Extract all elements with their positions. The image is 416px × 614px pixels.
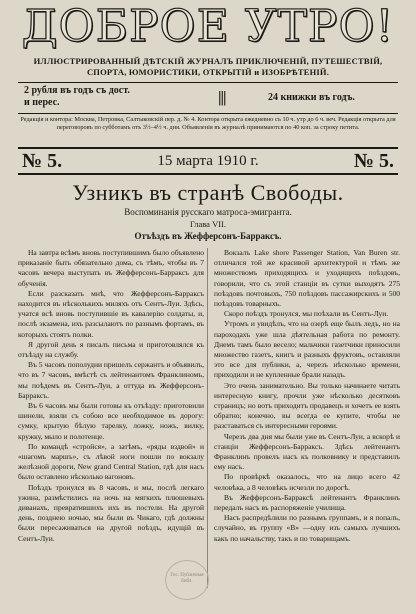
issue-number-right: № 5. xyxy=(353,150,394,172)
office-info: Редакція и контора: Москва, Петровка, Салтыковскій пер. д. № 4. Контора открыта ежедневно съ 10 ч. утр до 6 ч. веч. Редакція открыта для переговоровъ по субботамъ отъ 3½–4½ ч. дня. Объявленія въ журналѣ принимаются по 40 коп. за строку петита. xyxy=(20,116,396,131)
issue-date: 15 марта 1910 г. xyxy=(157,153,259,169)
price-line-1: 2 рубля въ годъ съ дост. xyxy=(24,85,130,96)
library-stamp: Гос. Публичная библ. xyxy=(165,560,209,600)
paragraph: Въ Жефферсонъ-Барраксѣ лейтенантъ Франклинъ передалъ насъ въ распоряженіе училища. xyxy=(214,492,400,513)
paragraph: По провѣркѣ оказалось, что на лицо всего 42 человѣка, а 8 человѣкъ исчезли по дорогѣ. xyxy=(214,472,400,492)
masthead-title: ДОБРОЕ УТРО! xyxy=(21,1,395,52)
masthead-subtitle: ИЛЛЮСТРИРОВАННЫЙ ДѢТСКІЙ ЖУРНАЛЪ ПРИКЛЮЧЕНІЙ, ПУТЕШЕСТВІЙ, СПОРТА, ЮМОРИСТИКИ, ОТКРЫТІЙ и ИЗОБРѢТЕНІЙ. xyxy=(33,56,383,77)
subscription-price xyxy=(24,85,204,109)
paragraph: Утромъ и увидѣлъ, что на озерѣ еще былъ ледъ, но на пароходахъ уже шла дѣятельная работа по ремонту. Днемъ тамъ было весело; мальчики газетчики приносили множество газетъ, книгъ и разныхъ фруктовъ, оставляли это все для публики, а, черезъ нѣсколько времени, приходили и не купленные брали назадъ. xyxy=(214,319,400,380)
price-separator: ||| xyxy=(218,89,226,106)
text-column-left xyxy=(18,248,204,544)
paragraph: По командѣ «стройся», а затѣмъ, «ряды вздвой» и «шагомъ маршъ», съ лѣвой ноги пошли по вокзалу желѣзной дороги, New grand Central Station, гдѣ для насъ было оставлено нѣсколько вагоновъ. xyxy=(18,441,204,482)
issue-number-left: № 5. xyxy=(22,150,63,172)
story-title: Узникъ въ странѣ Свободы. xyxy=(72,180,344,205)
section-heading: Отъѣздъ въ Жефферсонъ-Барраксъ. xyxy=(134,231,282,241)
paragraph: Это очень занимательно. Вы только начинаете читать интересную книгу, прочли уже нѣсколько десятковъ страницъ; но вотъ приходитъ продавецъ и хочетъ ее взять обратно; конечно, вы всегда ее купите, чтобы не разставаться съ интересными героями. xyxy=(214,380,400,431)
paragraph: Въ 5 часовъ пополудни пришелъ сержантъ и объявилъ, что въ 7 часовъ, вмѣстѣ съ лейтенантомъ Франклиномъ, мы поѣдемъ въ Сентъ-Луи, а оттуда въ Жефферсонъ-Барраксъ. xyxy=(18,360,204,400)
paragraph: Скоро поѣздъ тронулся, мы поѣхали въ Сентъ-Луи. xyxy=(224,309,389,319)
story-subtitle: Воспоминанія русскаго матроса-эмигранта. xyxy=(124,207,292,217)
price-line-2: и перес. xyxy=(24,97,60,108)
paragraph: Я другой день я писалъ письма и приготовлялся къ отъѣзду на службу. xyxy=(18,339,204,360)
price-row xyxy=(18,82,398,114)
paragraph: На завтра всѣмъ вновь поступившимъ было объявлено приказаніе быть обязательно дома, съ тѣмъ, чтобы въ 7 часовъ вечера выступать въ Жефферсонъ-Барраксъ для обученія. xyxy=(18,248,204,288)
paragraph: Черезъ два дня мы были уже въ Сентъ-Луи, а вскорѣ и станціи Жефферсонъ-Барраксъ. Здѣсь лейтенантъ Франклинъ провелъ насъ къ полковнику и представилъ ему насъ. xyxy=(214,431,400,472)
chapter-heading: Глава VII. xyxy=(189,219,226,229)
books-per-year: 24 книжки въ годъ. xyxy=(268,92,355,103)
paragraph: Если разсказать мнѣ, что Жефферсонъ-Барраксъ находится въ нѣсколькихъ миляхъ отъ Сентъ-Луи. Здѣсь, учатся всѣ вновь поступившіе въ кавалерію солдаты, и, послѣ экзамена, ихъ разсылаютъ по разнымъ фортамъ, въ которыхъ стоятъ полки. xyxy=(18,288,204,339)
column-divider xyxy=(207,248,208,588)
issue-bar xyxy=(18,147,398,175)
paragraph: Вокзалъ Lake shore Passenger Station, Van Buren str. отличался той же красивой архитектурой и тѣмъ же множествомъ приходящихъ и уходящихъ поѣздовъ, говорили, что съ этой станціи въ сутки выходятъ 275 поѣздовъ почтовыхъ, 750 поѣздовъ пассажирскихъ и 500 поѣздовъ товарныхъ. xyxy=(214,248,400,309)
paragraph: Въ 6 часовъ мы были готовы къ отъѣзду: приготовили шинели, взяли съ собою все необходимое въ дорогу: сумку, крытую бѣлую тарелку, ложку, ножъ, вилку, кружку, мыло и полотенце. xyxy=(18,401,204,441)
paragraph: Насъ распредѣлили по разнымъ группамъ, и я попалъ, случайно, въ группу «В» —одну изъ самыхъ лучшихъ какъ по начальству, такъ и по товарищамъ. xyxy=(214,513,400,543)
paragraph: Поѣздъ тронулся въ 8 часовъ, и мы, послѣ легкаго ужина, размѣстились на ночь на мягкихъ плюшевыхъ диванахъ, превратившихъ ихъ въ постели. На другой день, позднею ночью, мы были въ Чикаго, гдѣ должны были пересаживаться на другой поѣздъ, идущій въ Сентъ-Луи. xyxy=(18,482,204,543)
text-column-right xyxy=(214,248,400,544)
